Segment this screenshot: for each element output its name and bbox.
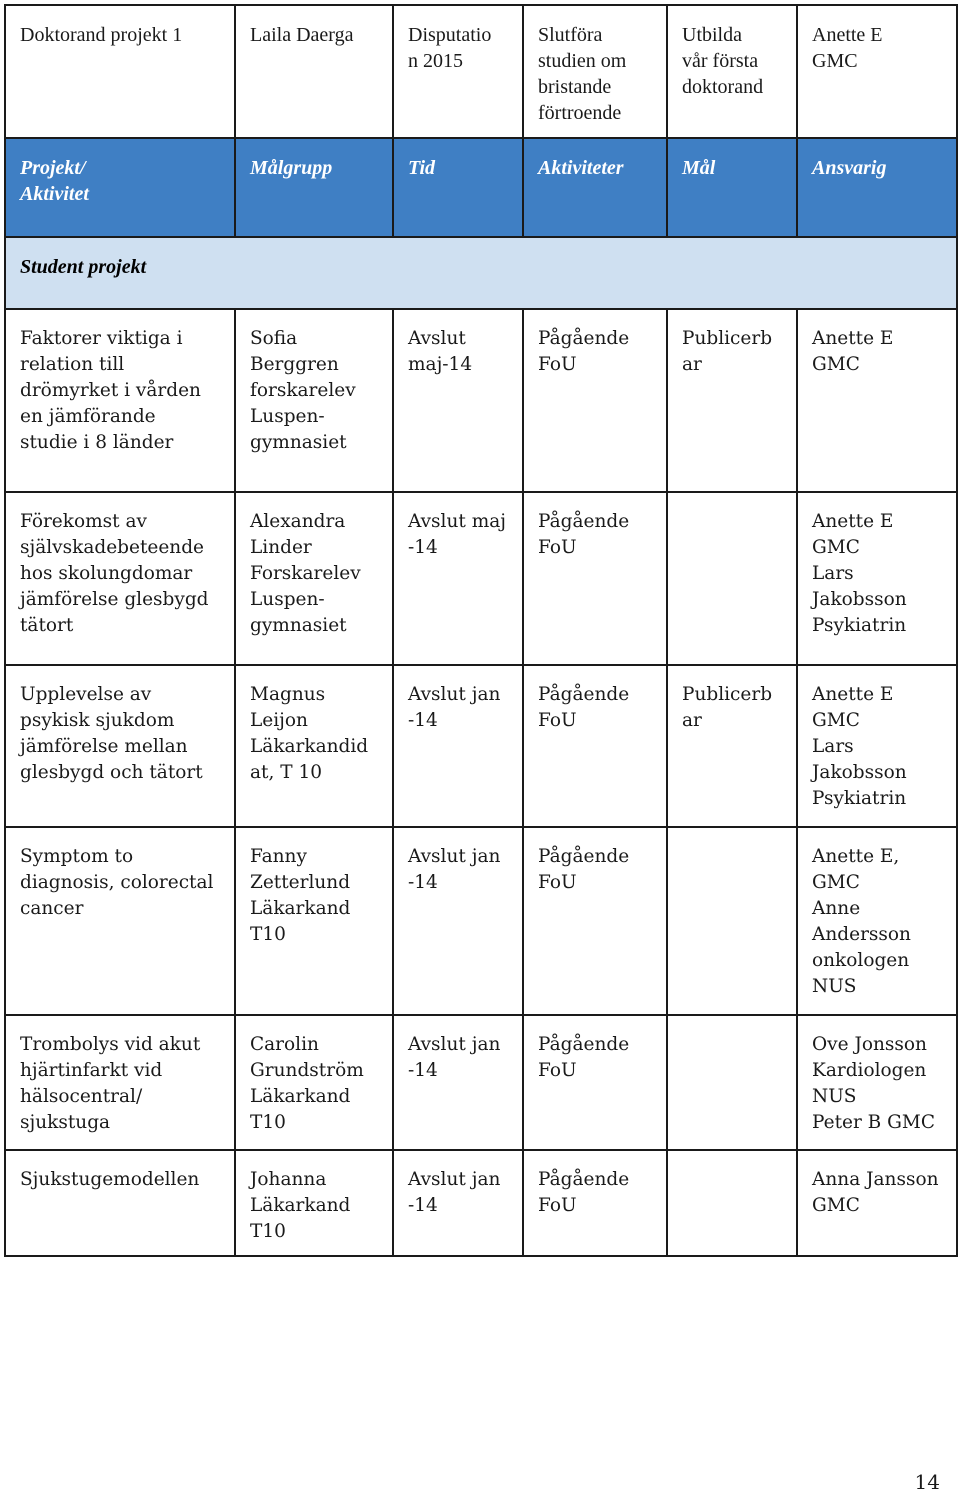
table-cell: Förekomst av självskadebeteende hos skolungdomar jämförelse glesbygd tätort: [5, 492, 235, 665]
table-row: [5, 309, 957, 492]
table-cell: Faktorer viktiga i relation till drömyrket i vården en jämförande studie i 8 länder: [5, 309, 235, 492]
table-cell: Avslut jan -14: [393, 1150, 523, 1256]
table-cell: Avslut maj-14: [393, 309, 523, 492]
table-cell: Pågående FoU: [523, 492, 667, 665]
table-cell: Slutföra studien om bristande förtroende: [523, 5, 667, 138]
table-cell: Carolin Grundström Läkarkand T10: [235, 1015, 393, 1150]
header-cell-tid: Tid: [393, 138, 523, 237]
table-cell: Doktorand projekt 1: [5, 5, 235, 138]
table-row: [5, 492, 957, 665]
table-cell: Anna Jansson GMC: [797, 1150, 957, 1256]
table-cell: Avslut jan -14: [393, 1015, 523, 1150]
table-cell: Magnus Leijon Läkarkandid at, T 10: [235, 665, 393, 827]
table-cell: Johanna Läkarkand T10: [235, 1150, 393, 1256]
table-row: [5, 1150, 957, 1256]
table-cell: Anette E GMC Lars Jakobsson Psykiatrin: [797, 492, 957, 665]
table-cell: [667, 1015, 797, 1150]
table-cell: Anette E GMC: [797, 5, 957, 138]
table-cell: Anette E GMC Lars Jakobsson Psykiatrin: [797, 665, 957, 827]
table-cell: Pågående FoU: [523, 309, 667, 492]
table-cell: Publicerb ar: [667, 665, 797, 827]
header-cell-mal: Mål: [667, 138, 797, 237]
page-number: 14: [914, 1470, 940, 1494]
table-cell: [667, 1150, 797, 1256]
table-cell: Pågående FoU: [523, 1150, 667, 1256]
table-row: [5, 827, 957, 1015]
section-label: Student projekt: [5, 237, 957, 309]
header-row: [5, 138, 957, 237]
table-cell: Avslut maj -14: [393, 492, 523, 665]
table-cell: Pågående FoU: [523, 665, 667, 827]
table-cell: Pågående FoU: [523, 827, 667, 1015]
header-cell-ansvarig: Ansvarig: [797, 138, 957, 237]
table-cell: Sofia Berggren forskarelev Luspen- gymnasiet: [235, 309, 393, 492]
table-cell: [667, 827, 797, 1015]
header-cell-projekt: Projekt/ Aktivitet: [5, 138, 235, 237]
table-cell: Alexandra Linder Forskarelev Luspen- gymnasiet: [235, 492, 393, 665]
table-cell: Anette E GMC: [797, 309, 957, 492]
table-cell: Avslut jan -14: [393, 665, 523, 827]
table-cell: [667, 492, 797, 665]
table-cell: Disputatio n 2015: [393, 5, 523, 138]
project-table: [4, 4, 958, 1257]
section-row: [5, 237, 957, 309]
table-cell: Utbilda vår första doktorand: [667, 5, 797, 138]
table-row: [5, 5, 957, 138]
table-cell: Symptom to diagnosis, colorectal cancer: [5, 827, 235, 1015]
header-cell-malgrupp: Målgrupp: [235, 138, 393, 237]
table-cell: Fanny Zetterlund Läkarkand T10: [235, 827, 393, 1015]
table-cell: Laila Daerga: [235, 5, 393, 138]
table-cell: Ove Jonsson Kardiologen NUS Peter B GMC: [797, 1015, 957, 1150]
header-cell-aktiviteter: Aktiviteter: [523, 138, 667, 237]
table-cell: Sjukstugemodellen: [5, 1150, 235, 1256]
table-cell: Pågående FoU: [523, 1015, 667, 1150]
table-row: [5, 1015, 957, 1150]
table-row: [5, 665, 957, 827]
table-cell: Trombolys vid akut hjärtinfarkt vid hälsocentral/ sjukstuga: [5, 1015, 235, 1150]
table-cell: Publicerb ar: [667, 309, 797, 492]
table-cell: Avslut jan -14: [393, 827, 523, 1015]
table-cell: Anette E, GMC Anne Andersson onkologen NUS: [797, 827, 957, 1015]
table-cell: Upplevelse av psykisk sjukdom jämförelse mellan glesbygd och tätort: [5, 665, 235, 827]
